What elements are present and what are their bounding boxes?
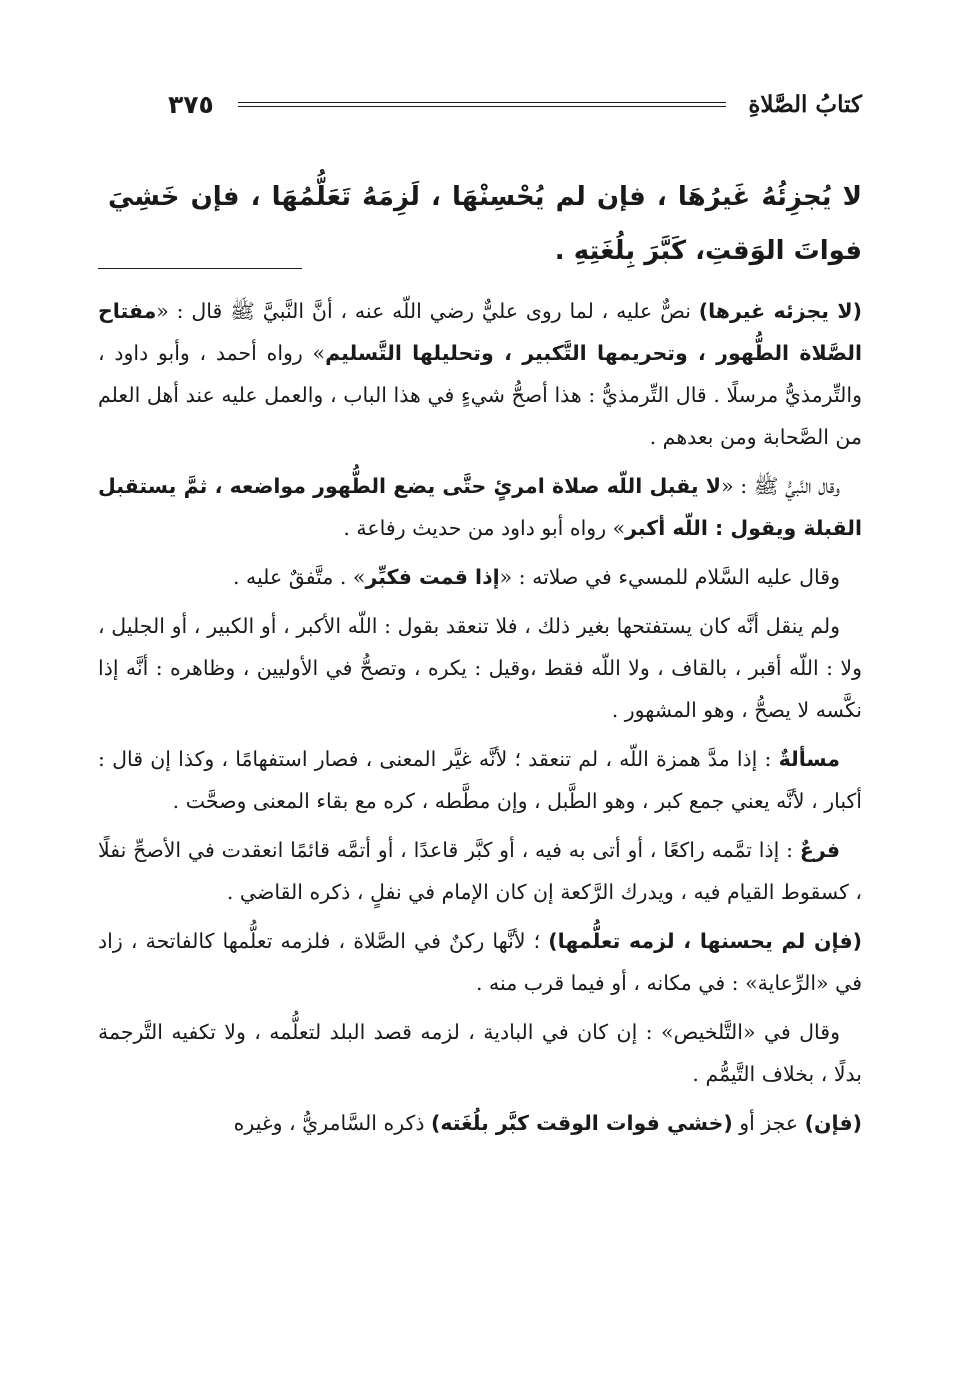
paragraph-text: نصٌّ عليه ، لما روى عليٌّ رضي اللّه عنه ، أنَّ النَّبيَّ ﷺ قال : « [156, 299, 699, 323]
paragraph-text: وقال عليه السَّلام للمسيء في صلاته : « [499, 565, 840, 589]
matn-separator-rule [98, 268, 302, 269]
page-number: ٣٧٥ [168, 89, 214, 119]
commentary-paragraph [98, 920, 862, 1004]
matn-text: لا يُجزِئُهُ غَيرُهَا ، فإن لم يُحْسِنْهَا ، لَزِمَهُ تَعَلُّمُهَا ، فإن خَشِيَ فواتَ الوَقتِ، كَبَّرَ بِلُغَتِهِ . [108, 182, 862, 266]
paragraph-text: : إذا مدَّ همزة اللّه ، لم تنعقد ؛ لأنَّه غيَّر المعنى ، فصار استفهامًا ، وكذا إن قال : أكبار ، لأنَّه يعني جمع كبر ، وهو الطَّبل ، وإن مطَّطه ، كره مع بقاء المعنى وصحَّت . [98, 747, 862, 813]
running-header [168, 84, 862, 124]
hadith-text: إذا قمت فكبِّر [365, 565, 500, 589]
quoted-matn: (فإن) [804, 1111, 862, 1135]
paragraph-text: ذكره السَّامريُّ ، وغيره [233, 1111, 431, 1135]
commentary-paragraph [98, 1102, 862, 1144]
paragraph-text: » رواه أبو داود من حديث رفاعة . [343, 516, 626, 540]
hadith-text: مفتاح الصَّلاة الطُّهور ، وتحريمها التَّكبير ، وتحليلها التَّسليم [98, 299, 862, 365]
commentary-paragraph [98, 605, 862, 731]
paragraph-text: وقال النَّبيُّ ﷺ : « [721, 474, 840, 498]
commentary-paragraph [98, 290, 862, 458]
commentary [98, 290, 862, 1151]
commentary-paragraph [98, 465, 862, 549]
paragraph-text: : إذا تمَّمه راكعًا ، أو أتى به فيه ، أو كبَّر قاعدًا ، أو أتمَّه قائمًا انعقدت في الأصحِّ نفلًا ، كسقوط القيام فيه ، ويدرك الرَّكعة إن كان الإمام في نفلٍ ، ذكره القاضي . [98, 838, 862, 904]
quoted-matn: (لا يجزئه غيرها) [698, 299, 862, 323]
quoted-matn: (خشي فوات الوقت كبَّر بلُغَته) [430, 1111, 733, 1135]
quoted-matn: (فإن لم يحسنها ، لزمه تعلُّمها) [548, 929, 862, 953]
paragraph-text: » رواه أحمد ، وأبو داود ، والتِّرمذيُّ مرسلًا . قال التِّرمذيُّ : هذا أصحُّ شيءٍ في هذا الباب ، والعمل عليه عند أهل العلم من الصَّحابة ومن بعدهم . [98, 341, 862, 449]
paragraph-text: وقال في «التَّلخيص» : إن كان في البادية ، لزمه قصد البلد لتعلُّمه ، ولا تكفيه التَّرجمة بدلًا ، بخلاف التَّيمُّم . [98, 1020, 862, 1086]
hadith-text: لا يقبل اللّه صلاة امرئٍ حتَّى يضع الطُّهور مواضعه ، ثمَّ يستقبل القبلة ويقول : اللّه أكبر [98, 474, 862, 540]
commentary-paragraph [98, 829, 862, 913]
commentary-paragraph [98, 738, 862, 822]
paragraph-text: ولم ينقل أنَّه كان يستفتحها بغير ذلك ، فلا تنعقد بقول : اللّه الأكبر ، أو الكبير ، أو الجليل ، ولا : اللّه أقبر ، بالقاف ، ولا اللّه فقط ،وقيل : يكره ، وتصحُّ في الأوليين ، وظاهره : أنَّه إذا نكَّسه لا يصحُّ ، وهو المشهور . [98, 614, 862, 722]
header-rule [238, 102, 727, 107]
commentary-paragraph [98, 1011, 862, 1095]
section-label-far: فرعٌ [799, 838, 840, 862]
book-title: كتابُ الصَّلاةِ [748, 90, 862, 118]
paragraph-text: » . متَّفقٌ عليه . [232, 565, 366, 589]
commentary-paragraph [98, 556, 862, 598]
paragraph-text: ؛ لأنَّها ركنٌ في الصَّلاة ، فلزمه تعلُّمها كالفاتحة ، زاد في «الرِّعاية» : في مكانه ، أو فيما قرب منه . [98, 929, 862, 995]
paragraph-text: عجز أو [732, 1111, 805, 1135]
section-label-masala: مسألةٌ [778, 747, 840, 771]
